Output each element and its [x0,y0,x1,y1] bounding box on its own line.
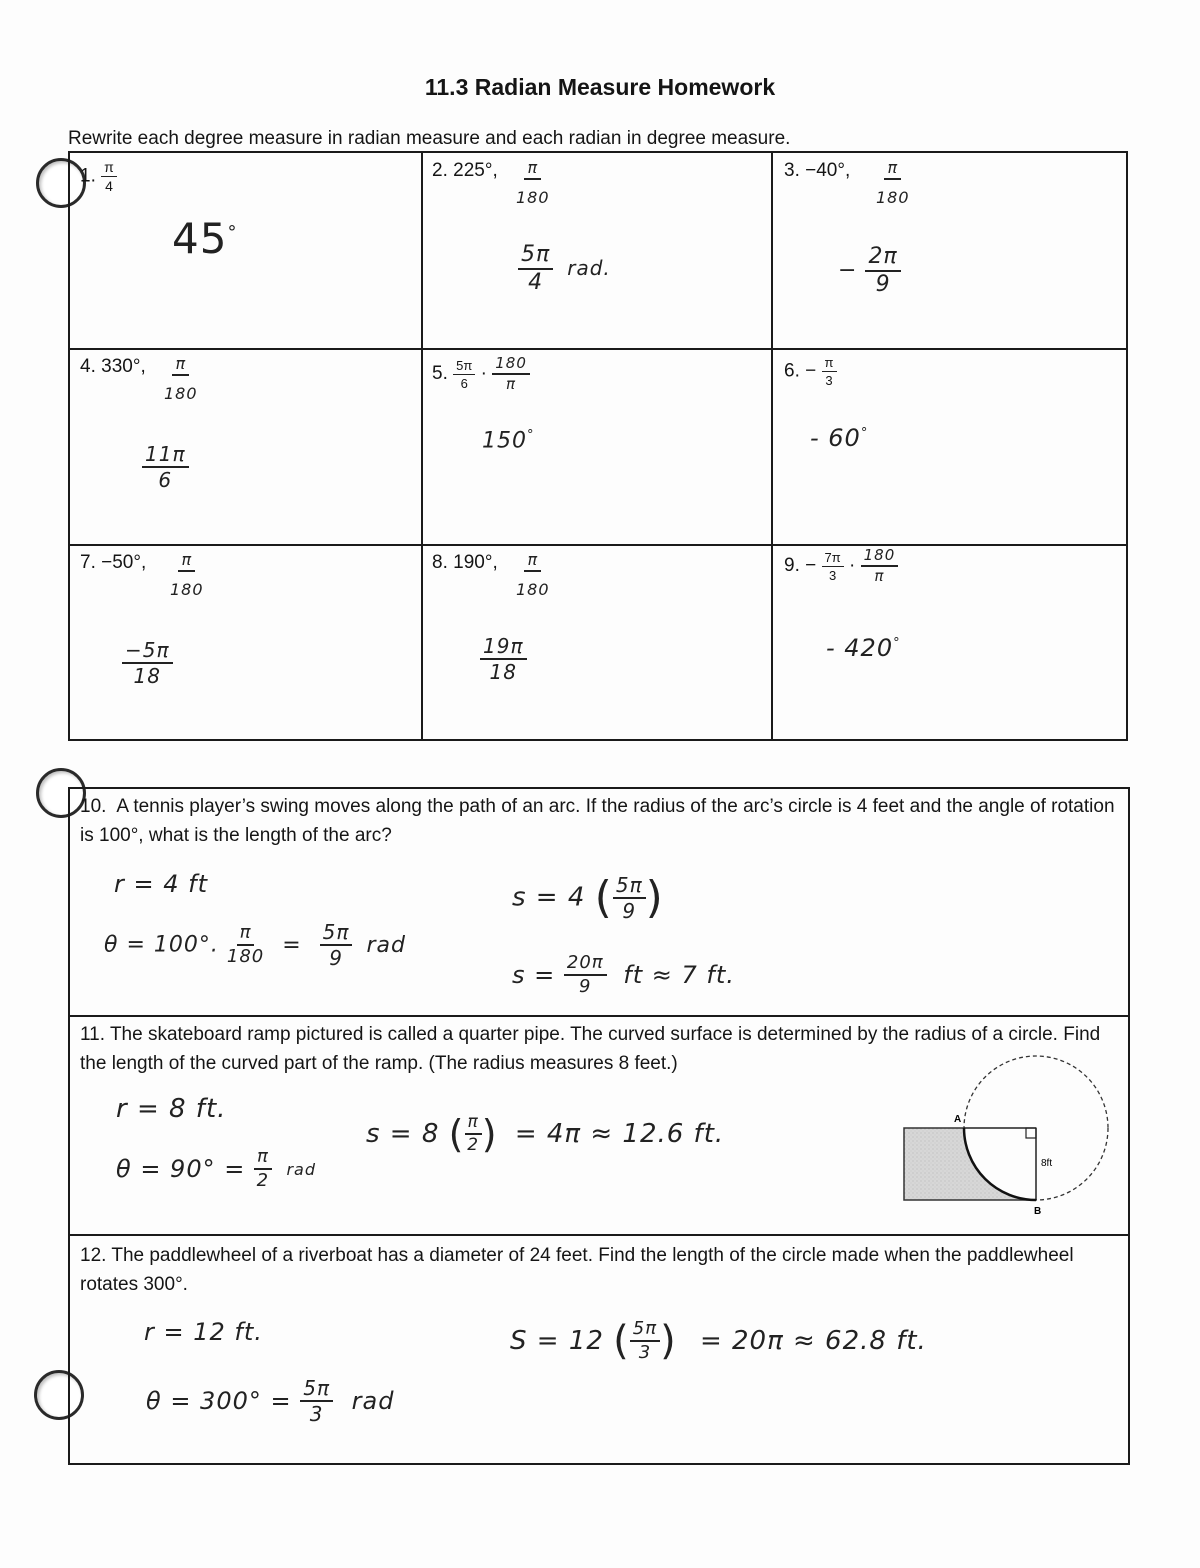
fraction-numerator: π [101,160,117,177]
binder-hole-top [36,158,86,208]
problem-6: 6. − $\frac{\pi}{3}$ [784,356,837,387]
q11-theta: θ = 90° = $\frac{\pi}{2}$ rad [116,1146,316,1191]
ramp-shape [904,1128,1036,1200]
point-b-label: B [1034,1206,1042,1217]
question-11-text: 11. The skateboard ramp pictured is called a quarter pipe. The curved surface is determined by the radius of a circle. Find the length of the curved part of the ramp. (The radius measures 8 feet.) [80,1024,1101,1074]
fraction-denominator: 4 [105,178,113,194]
divider-q10-q11 [68,1015,1128,1017]
problem-7-multiplier: $\frac{\pi}{180}$ [170,550,204,599]
problem-2 [432,160,498,182]
problem-number: 9. [784,555,800,576]
quarter-pipe-diagram [896,1052,1116,1222]
page-title: 11.3 Radian Measure Homework [424,74,776,100]
problem-2-answer: $\frac{5\pi}{4}$ rad. [518,244,611,294]
problem-3-answer: − $\frac{2\pi}{9}$ [838,246,901,296]
problem-2-multiplier: $\frac{\pi}{180}$ [516,158,550,207]
problem-4 [80,356,146,378]
q10-arc-step2: s = $\frac{20\pi}{9}$ ft ≈ 7 ft. [512,952,735,997]
problem-number: 1. [80,165,96,187]
problem-prompt: −50°, [101,552,147,573]
problem-number: 2. [432,160,448,181]
divider-q11-q12 [68,1234,1128,1236]
question-12-text: 12. The paddlewheel of a riverboat has a diameter of 24 feet. Find the length of the circle made when the paddlewheel rotates 300°. [80,1245,1074,1295]
problem-8 [432,552,498,574]
problem-number: 4. [80,356,96,377]
problem-prompt: 330°, [101,356,146,377]
problem-prompt: 225°, [453,160,498,181]
problem-7-answer: $\frac{-5\pi}{18}$ [122,640,173,686]
q10-radius: r = 4 ft [114,870,208,898]
q12-radius: r = 12 ft. [144,1318,263,1346]
problem-7 [80,552,146,574]
q12-theta: θ = 300° = $\frac{5\pi}{3}$ rad [146,1376,395,1426]
problem-1-answer: 45° [172,214,238,263]
problem-8-multiplier: $\frac{\pi}{180}$ [516,550,550,599]
problem-number: 8. [432,552,448,573]
problem-8-answer: $\frac{19\pi}{18}$ [480,636,527,682]
problem-9-answer: - 420° [826,634,901,662]
problem-number: 7. [80,552,96,573]
point-a-label: A [954,1114,962,1125]
q12-arc-length: S = 12 ( $\frac{5\pi}{3}$ ) = 20π ≈ 62.8 ft. [510,1318,927,1364]
problem-5: 5. $\frac{5\pi}{6}$ · $\frac{180}{\pi}$ [432,356,530,392]
problem-3-multiplier: $\frac{\pi}{180}$ [876,158,910,207]
problem-4-answer: $\frac{11\pi}{6}$ [142,444,189,490]
question-10-text: 10. A tennis player’s swing moves along the path of an arc. If the radius of the arc’s circle is 4 feet and the angle of rotation is 100°, what is the length of the arc? [80,796,1115,846]
problem-number: 3. [784,160,800,181]
problem-prompt: −40°, [805,160,851,181]
problem-4-multiplier: $\frac{\pi}{180}$ [164,354,198,403]
problem-prompt: 190°, [453,552,498,573]
problem-9: 9. − $\frac{7\pi}{3}$ · $\frac{180}{\pi}$ [784,548,898,584]
radius-label: 8ft [1041,1158,1053,1169]
problem-3 [784,160,850,182]
q11-arc-length: s = 8 ( $\frac{\pi}{2}$ ) = 4π ≈ 12.6 ft. [366,1112,725,1156]
instructions: Rewrite each degree measure in radian measure and each radian in degree measure. [68,128,791,149]
problem-number: 6. [784,360,800,382]
problem-5-answer: 150° [482,428,535,454]
q11-radius: r = 8 ft. [116,1094,227,1124]
problem-1 [80,160,117,193]
problem-number: 5. [432,363,448,384]
q10-arc-step1: s = 4 ( $\frac{5\pi}{9}$ ) [512,872,664,923]
problem-6-answer: - 60° [810,424,869,452]
q10-theta: θ = 100°. $\frac{\pi}{180}$ = $\frac{5\pi}{9}$ rad [104,920,406,970]
